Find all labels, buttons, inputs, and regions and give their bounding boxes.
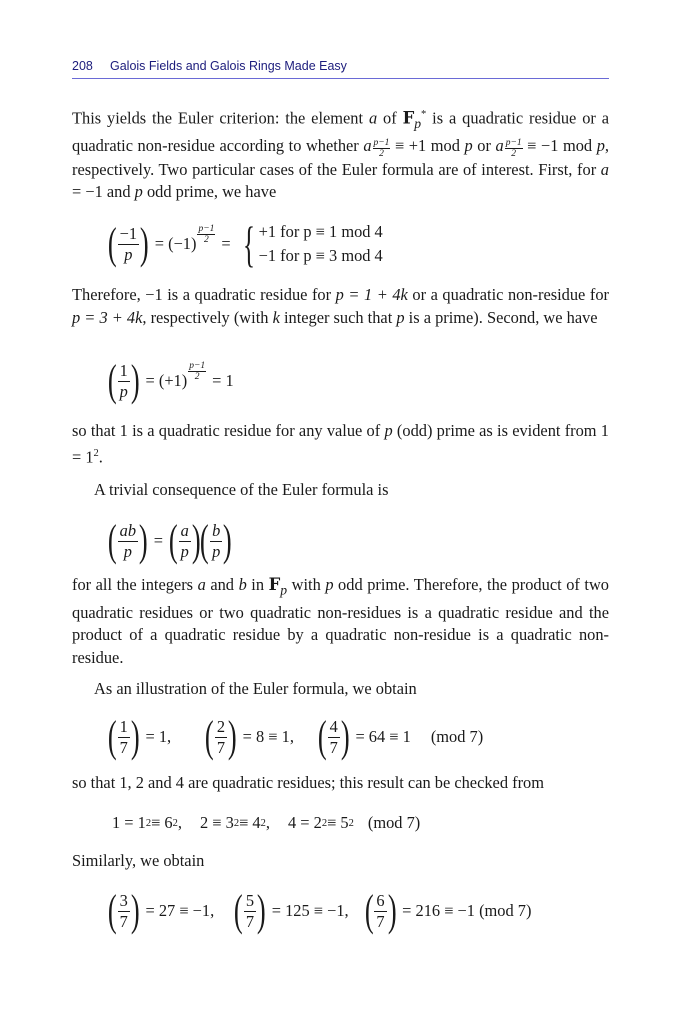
paragraph-trivial-consequence: A trivial consequence of the Euler formula is (94, 480, 389, 499)
equation-multiplicativity: ( $\frac{ab}{p}$ ) = ( $\frac{a}{p}$ ) ( $\frac{b}{p}$ ) (107, 516, 233, 565)
math-p: p (596, 136, 605, 156)
paragraph-euler-criterion (72, 104, 609, 204)
page-number: 208 (72, 59, 93, 73)
legendre-fraction: $\frac{1}{7}$ (119, 716, 128, 757)
cases-block (259, 220, 383, 268)
running-title: Galois Fields and Galois Rings Made Easy (110, 59, 347, 73)
equation-term: = 1 (212, 371, 234, 390)
paragraph-product-residues: for all the integers a and b in $F_p$ with p odd prime. Therefore, the product of two quadratic residues or two quadratic non-residues is a quadratic residue and the product of a quadratic residue by a quadratic non-residue is a quadratic non-residue. (72, 575, 609, 667)
paragraph-minus-one-residue: Therefore, −1 is a quadratic residue for p = 1 + 4k or a quadratic non-residue for p = 3 + 4k, respectively (with k integer such that p is a prime). Second, we have (72, 285, 609, 327)
text-segment: odd prime, we have (142, 182, 277, 202)
legendre-fraction: $\frac{2}{7}$ (216, 716, 226, 757)
text-segment: or (472, 136, 496, 156)
running-header (72, 56, 609, 79)
text-segment: = −1 and (72, 182, 135, 202)
math-p: p (464, 136, 473, 156)
legendre-fraction: $\frac{b}{p}$ (212, 520, 221, 561)
equals-sign: = (221, 234, 231, 253)
text-segment: ≡ +1 mod (390, 136, 465, 156)
equation-nonresidues-mod7: ( $\frac{3}{7}$ ) = 27 ≡ −1, ( $\frac{5}{7}$ ) = 125 ≡ −1, ( $\frac{6}{7}$ ) = 216 ≡ −1 (mod 7) (107, 886, 532, 935)
paragraph-illustration: As an illustration of the Euler formula, we obtain (94, 679, 417, 698)
exponent-fraction: $\frac{p-1}{2}$ (373, 137, 390, 159)
math-field-F: F (268, 575, 281, 594)
legendre-fraction: $\frac{4}{7}$ (329, 716, 338, 757)
equation-residues-mod7: ( $\frac{1}{7}$ ) = 1, ( $\frac{2}{7}$ ) = 8 ≡ 1, ( $\frac{4}{7}$ ) = 64 ≡ 1 (mod 7) (107, 712, 484, 761)
math-a: a (495, 136, 504, 156)
exponent-fraction: $\frac{p-1}{2}$ (189, 360, 206, 382)
paragraph-similarly: Similarly, we obtain (72, 851, 205, 870)
equation-term: = (+1) (145, 371, 188, 390)
legendre-fraction: $\frac{-1}{p}$ (119, 223, 138, 264)
exponent-fraction: $\frac{p-1}{2}$ (505, 137, 522, 159)
math-subscript-p: p (414, 115, 422, 131)
math-a: a (600, 159, 609, 179)
text-segment: is a quadratic residue or a quadratic non-residue according to whether (72, 108, 609, 156)
equation-legendre-one: ( $\frac{1}{p}$ ) = (+1) $\frac{p-1}{2}$ = 1 (107, 356, 234, 405)
equation-term: = (−1) (154, 234, 197, 253)
case-line: −1 for p ≡ 3 mod 4 (258, 246, 383, 265)
math-a: a (368, 108, 378, 128)
math-a: a (363, 136, 372, 156)
equation-legendre-minus-one: ( $\frac{-1}{p}$ ) = (−1) $\frac{p-1}{2}$ = { +1 for p ≡ 1 mod 4 −1 for p ≡ 3 mod 4 (107, 216, 383, 272)
text-segment: ≡ −1 mod (522, 136, 597, 156)
legendre-fraction: $\frac{1}{p}$ (119, 360, 128, 401)
equals-sign: = (153, 531, 163, 550)
exponent-fraction: $\frac{p-1}{2}$ (198, 223, 215, 245)
legendre-fraction: $\frac{5}{7}$ (245, 890, 255, 931)
case-line: +1 for p ≡ 1 mod 4 (258, 222, 383, 241)
paragraph-one-residue: so that 1 is a quadratic residue for any value of p (odd) prime as is evident from $1 = 1^2$. (72, 421, 609, 466)
equation-squares-mod7: 1 = 1 2 ≡ 6 2 , 2 ≡ 3 2 ≡ 4 2 , 4 = 2 2 ≡ 5 2 (mod 7) (112, 813, 421, 832)
paragraph-check: so that 1, 2 and 4 are quadratic residues; this result can be checked from (72, 773, 544, 792)
text-segment: , respectively. Two particular cases of the Euler formula are of interest. First, for (72, 136, 610, 179)
math-field-F: F (402, 108, 415, 128)
math-p: p (134, 182, 143, 202)
legendre-fraction: $\frac{3}{7}$ (119, 890, 128, 931)
text-segment: This yields the Euler criterion: the element (72, 108, 369, 128)
text-segment: of (377, 108, 403, 128)
legendre-fraction: $\frac{6}{7}$ (376, 890, 385, 931)
legendre-fraction: $\frac{a}{p}$ (180, 520, 189, 561)
math-star: * (421, 109, 427, 120)
legendre-fraction: $\frac{ab}{p}$ (119, 520, 137, 561)
